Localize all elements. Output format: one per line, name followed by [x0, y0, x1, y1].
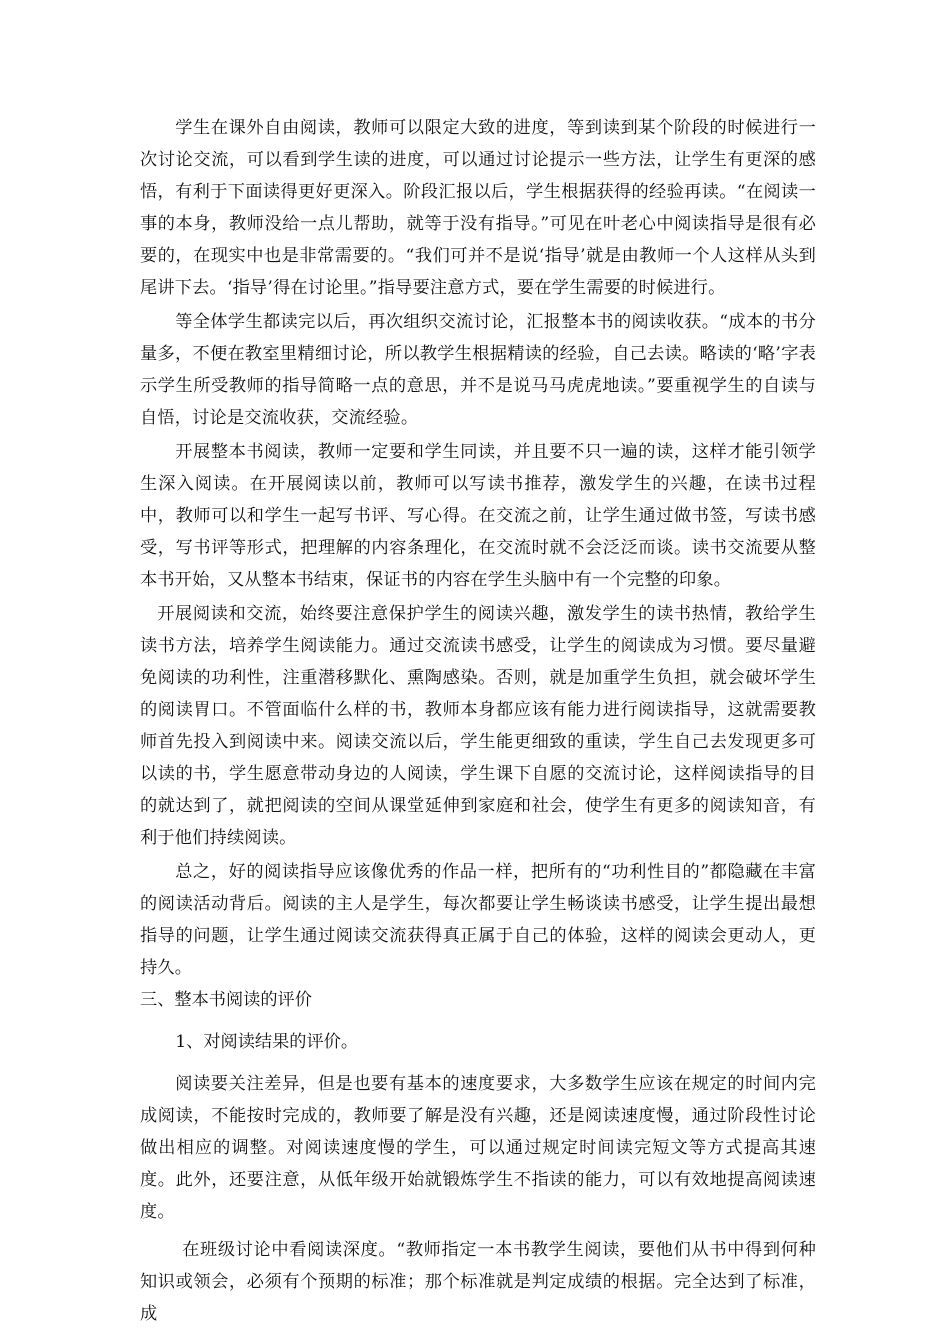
section-heading: 三、整本书阅读的评价 — [140, 990, 312, 1010]
paragraph-3: 开展整本书阅读，教师一定要和学生同读，并且要不只一遍的读，这样才能引领学生深入阅读。在开展阅读以前，教师可以写读书推荐，激发学生的兴趣，在读书过程中，教师可以和学生一起写书评、写心得。在交流之前，让学生通过做书签，写读书感受，写书评等形式，把理解的内容条理化，在交流时就不会泛泛而谈。读书交流要从整本书开始，又从整本书结束，保证书的内容在学生头脑中有一个完整的印象。 — [140, 442, 816, 590]
paragraph-4: 开展阅读和交流，始终要注意保护学生的阅读兴趣，激发学生的读书热情，教给学生读书方法，培养学生阅读能力。通过交流读书感受，让学生的阅读成为习惯。要尽量避免阅读的功利性，注重潜移默化、熏陶感染。否则，就是加重学生负担，就会破坏学生的阅读胃口。不管面临什么样的书，教师本身都应该有能力进行阅读指导，这就需要教师首先投入到阅读中来。阅读交流以后，学生能更细致的重读，学生自己去发现更多可以读的书，学生愿意带动身边的人阅读，学生课下自愿的交流讨论，这样阅读指导的目的就达到了，就把阅读的空间从课堂延伸到家庭和社会，使学生有更多的阅读知音，有利于他们持续阅读。 — [140, 604, 816, 848]
paragraph-2: 等全体学生都读完以后，再次组织交流讨论，汇报整本书的阅读收获。“成本的书分量多，不便在教室里精细讨论，所以教学生根据精读的经验，自己去读。略读的‘略’字表示学生所受教师的指导简略一点的意思，并不是说马马虎虎地读。”要重视学生的自读与自悟，讨论是交流收获，交流经验。 — [140, 312, 816, 428]
subsection-heading: 1、对阅读结果的评价。 — [175, 1032, 359, 1052]
paragraph-7: 在班级讨论中看阅读深度。“教师指定一本书教学生阅读，要他们从书中得到何种知识或领会，必须有个预期的标准；那个标准就是判定成绩的根据。完全达到了标准，成 — [140, 1240, 816, 1324]
paragraph-6: 阅读要关注差异，但是也要有基本的速度要求，大多数学生应该在规定的时间内完成阅读，不能按时完成的，教师要了解是没有兴趣，还是阅读速度慢，通过阶段性讨论做出相应的调整。对阅读速度慢的学生，可以通过规定时间读完短文等方式提高其速度。此外，还要注意，从低年级开始就锻炼学生不指读的能力，可以有效地提高阅读速度。 — [140, 1074, 816, 1222]
document-page — [140, 112, 816, 1330]
paragraph-1: 学生在课外自由阅读，教师可以限定大致的进度，等到读到某个阶段的时候进行一次讨论交流，可以看到学生读的进度，可以通过讨论提示一些方法，让学生有更深的感悟，有利于下面读得更好更深入。阶段汇报以后，学生根据获得的经验再读。“在阅读一事的本身，教师没给一点儿帮助，就等于没有指导。”可见在叶老心中阅读指导是很有必要的，在现实中也是非常需要的。“我们可并不是说‘指导’就是由教师一个人这样从头到尾讲下去。‘指导’得在讨论里。”指导要注意方式，要在学生需要的时候进行。 — [140, 118, 816, 298]
paragraph-5: 总之，好的阅读指导应该像优秀的作品一样，把所有的“功利性目的”都隐藏在丰富的阅读活动背后。阅读的主人是学生，每次都要让学生畅谈读书感受，让学生提出最想指导的问题，让学生通过阅读交流获得真正属于自己的体验，这样的阅读会更动人，更持久。 — [140, 862, 816, 978]
